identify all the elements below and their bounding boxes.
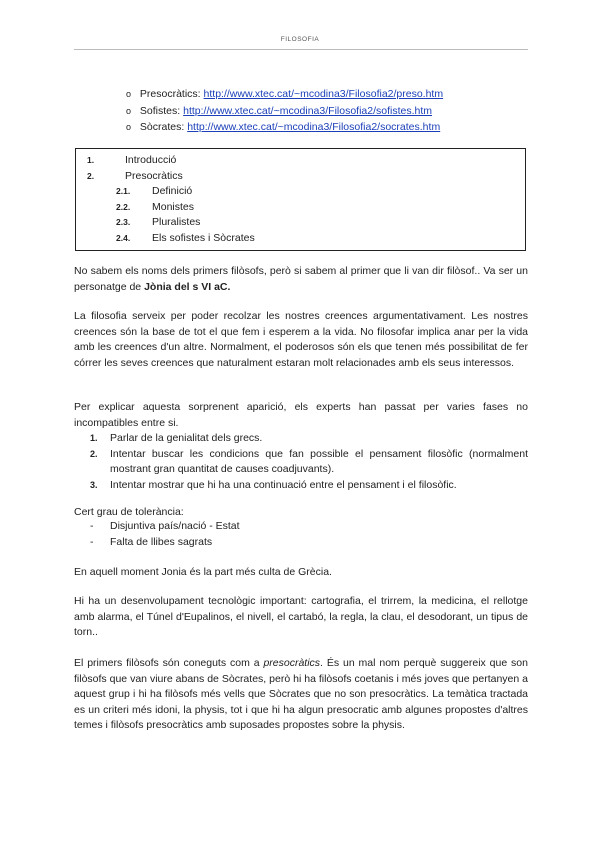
bullet-icon: o <box>126 105 132 116</box>
paragraph-origin <box>74 264 528 295</box>
list-item <box>126 119 443 136</box>
list-text: Falta de llibes sagrats <box>110 535 213 548</box>
list-number: 1. <box>90 433 98 443</box>
paragraph-text: No sabem els noms dels primers filòsofs, però si sabem al primer que li van dir filòsof.. Va ser un personatge de <box>74 265 528 293</box>
phases-list <box>88 431 528 493</box>
paragraph-text: El primers filòsofs són coneguts com a <box>74 657 264 669</box>
sofistes-link[interactable]: http://www.xtec.cat/~mcodina3/Filosofia2/sofistes.htm <box>183 104 433 117</box>
toc-item[interactable] <box>116 185 192 197</box>
header-divider <box>74 49 528 50</box>
toc-item[interactable] <box>87 170 183 182</box>
toc-label: Presocràtics <box>125 169 183 182</box>
toc-item[interactable] <box>116 216 200 228</box>
dash-bullet: - <box>90 535 94 548</box>
toc-label: Monistes <box>152 200 195 213</box>
dash-bullet: - <box>90 520 94 532</box>
table-of-contents <box>75 148 526 251</box>
paragraph-purpose: La filosofia serveix per poder recolzar les nostres creences argumentativament. Les nostres creences són la base de tot el que fem i esperem a la vida. No filosofar implica anar per la vida amb les creences d'un altre. Normalment, el poderosos són els que tenen més possibilitat de fer córrer les seves creences que naturalment estaran molt relacionades amb els seus interessos. <box>74 310 528 369</box>
paragraph-text: . És un mal nom perquè suggereix que son filòsofs que van viure abans de Sòcrates, però hi ha filòsofs coetanis i més joves que pertanyen a aquest grup i hi ha filòsofs més vells que Sòcrates que no son presocràtics. La temàtica tractada es un criteri més idoni, la physis, tot i que hi ha algun presocratic amb algunes propostes d'altres temes i filòsofs presocràtics amb suposades propostes sobre la physis. <box>74 657 528 731</box>
list-item <box>90 535 240 551</box>
toc-number: 2.3. <box>116 217 131 227</box>
paragraph-technology: Hi ha un desenvolupament tecnològic important: cartografia, el trirrem, la medicina, el rellotge amb alarma, el Túnel d'Eupalinos, el nivell, el cartabó, la regla, la clau, el desodorant, un tipus de torn.. <box>74 595 528 638</box>
list-text: Intentar buscar les condicions que fan possible el pensament filosòfic (normalment mostrant gran quantitat de causes coadjuvants). <box>110 447 528 475</box>
bullet-icon: o <box>126 122 132 132</box>
bold-text: Jònia del s VI aC. <box>144 280 231 293</box>
toc-number: 2.2. <box>116 201 131 212</box>
toc-label: Introducció <box>125 154 177 166</box>
toc-number: 2. <box>87 170 95 181</box>
toc-number: 2.1. <box>116 186 131 196</box>
toc-number: 1. <box>87 155 95 165</box>
list-item <box>88 447 528 478</box>
link-label: Sofistes: <box>139 104 181 117</box>
list-text: Parlar de la genialitat dels grecs. <box>110 432 263 444</box>
link-label: Sòcrates: <box>139 121 185 133</box>
toc-number: 2.4. <box>116 232 131 243</box>
tolerance-list <box>90 519 240 550</box>
list-item <box>88 478 528 494</box>
bullet-icon: o <box>126 89 132 99</box>
list-item <box>126 103 443 120</box>
list-text: Disjuntiva país/nació - Estat <box>110 520 240 532</box>
paragraph-explanation: Per explicar aquesta sorprenent aparició, els experts han passat per varies fases no incompatibles entre si. <box>74 401 528 429</box>
toc-label: Definició <box>152 185 193 197</box>
list-number: 3. <box>90 479 98 490</box>
list-number: 2. <box>90 448 98 459</box>
list-item <box>90 519 240 535</box>
italic-term: presocràtics <box>263 657 321 669</box>
paragraph-tolerance: Cert grau de tolerància: <box>74 506 184 518</box>
toc-item[interactable] <box>116 201 194 213</box>
link-list <box>126 86 443 136</box>
toc-label: Pluralistes <box>152 216 201 228</box>
paragraph-jonia: En aquell moment Jonia és la part més culta de Grècia. <box>74 566 332 578</box>
toc-item[interactable] <box>116 232 255 244</box>
list-item <box>126 86 443 103</box>
list-text: Intentar mostrar que hi ha una continuació entre el pensament i el filosòfic. <box>110 478 457 491</box>
toc-item[interactable] <box>87 154 176 166</box>
link-label: Presocràtics: <box>139 88 201 100</box>
toc-label: Els sofistes i Sòcrates <box>152 231 255 244</box>
presocratics-link[interactable]: http://www.xtec.cat/~mcodina3/Filosofia2/preso.htm <box>203 88 444 100</box>
paragraph-presocratics <box>74 656 528 734</box>
page-header: FILOSOFIA <box>280 36 320 43</box>
socrates-link[interactable]: http://www.xtec.cat/~mcodina3/Filosofia2/socrates.htm <box>187 121 441 133</box>
list-item <box>88 431 528 447</box>
